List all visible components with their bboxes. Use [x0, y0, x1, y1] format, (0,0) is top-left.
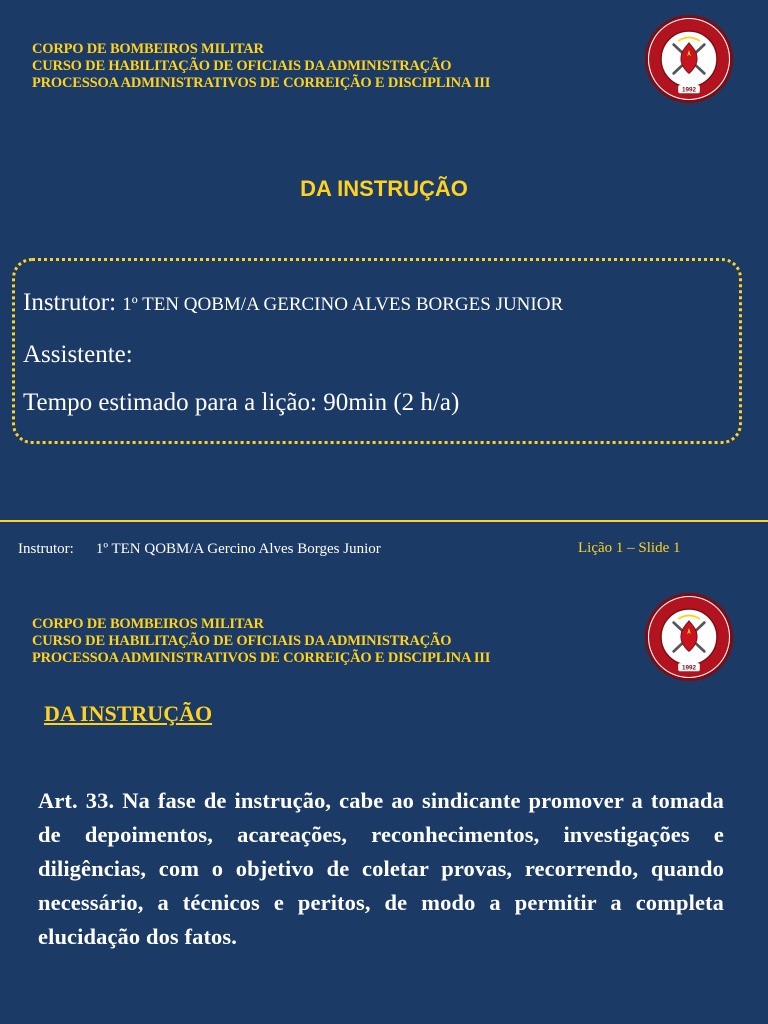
assistente-label: Assistente:: [23, 341, 133, 368]
slide-title: DA INSTRUÇÃO: [300, 176, 468, 201]
header-line-1: CORPO DE BOMBEIROS MILITAR: [32, 41, 264, 57]
header-line-3: PROCESSOA ADMINISTRATIVOS DE CORREIÇÃO E DISCIPLINA III: [32, 75, 491, 91]
footer-instructor-label: Instrutor:: [18, 541, 74, 557]
instrutor-name: 1º TEN QOBM/A GERCINO ALVES BORGES JUNIOR: [122, 294, 564, 315]
svg-text:1992: 1992: [681, 86, 697, 94]
fire-department-seal-icon: [644, 592, 734, 682]
article-text: Art. 33. Na fase de instrução, cabe ao sindicante promover a tomada de depoimentos, acareações, reconhecimentos, investigações e diligências, com o objetivo de coletar provas, recorrendo, quando necessário, a técnicos e peritos, de modo a permitir a completa elucidação dos fatos.: [38, 788, 724, 949]
instructor-info-box: [12, 258, 742, 444]
fire-department-seal-icon: [644, 14, 734, 104]
header-line-1: CORPO DE BOMBEIROS MILITAR: [32, 616, 264, 632]
header-line-2: CURSO DE HABILITAÇÃO DE OFICIAIS DA ADMINISTRAÇÃO: [32, 58, 452, 74]
footer-divider: [0, 520, 768, 522]
slide-2: [0, 580, 768, 1024]
footer-instructor: [18, 541, 381, 558]
footer-instructor-name: 1º TEN QOBM/A Gercino Alves Borges Junior: [95, 541, 381, 557]
header-line-3: PROCESSOA ADMINISTRATIVOS DE CORREIÇÃO E DISCIPLINA III: [32, 650, 491, 666]
header-line-2: CURSO DE HABILITAÇÃO DE OFICIAIS DA ADMINISTRAÇÃO: [32, 633, 452, 649]
instrutor-label: Instrutor:: [23, 289, 117, 316]
svg-text:1992: 1992: [681, 664, 697, 672]
instrutor-line: [23, 289, 563, 317]
slide-header: [32, 616, 490, 667]
footer-lesson-slide: Lição 1 – Slide 1: [578, 540, 681, 556]
slide-header: [32, 41, 490, 92]
tempo-estimado: Tempo estimado para a lição: 90min (2 h/a): [23, 389, 460, 416]
slide-title: DA INSTRUÇÃO: [44, 701, 213, 726]
